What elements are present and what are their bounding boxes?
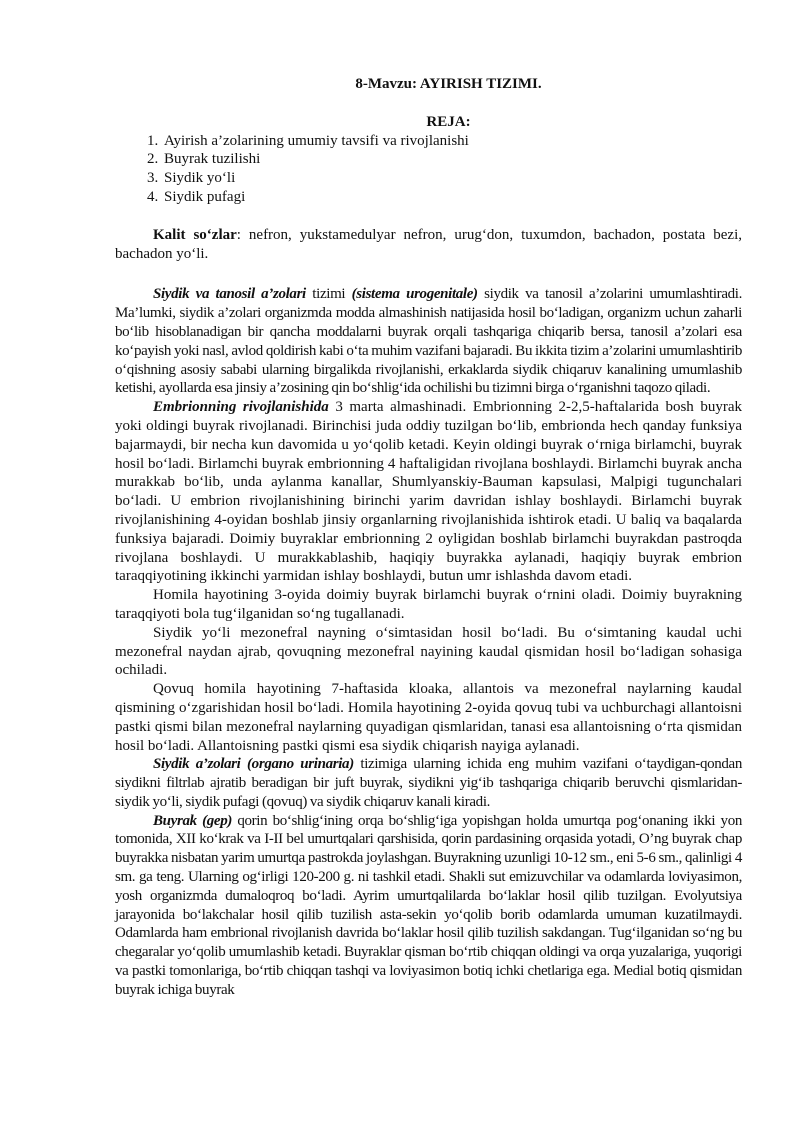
paragraph-text: tizimi: [305, 286, 352, 303]
paragraph-text: 3 marta almashinadi. Embrionning 2-2,5-haftalarida bosh buyrak yoki oldingi buyrak rivojlanadi. Birinchisi juda oddiy tuzilgan bo‘lib, embrionda hech qanday funksiya bajarmaydi, bir necha kun davomida u yo‘qolib ketadi. Keyin oldingi buyrak o‘rniga birlamchi, buyrak hosil bo‘ladi. Birlamchi buyrak embrionning 4 haftaligidan rivojlana boshlaydi. Birlamchi buyrak ancha murakkab bo‘lib, unda aylanma kanallar, Shumlyanskiy-Bauman kapsulasi, Malpigi tugunchalari bo‘ladi. U embrion rivojlanishining birinchi yarim davridan ishlay boshlaydi. Birlamchi buyrak rivojlanishining 4-oyidan boshlab jinsiy organlarning rivojlanishida ishtirok etadi. U baliq va baqalarda funksiya bajaradi. Doimiy buyraklar embrionning 2 oyligidan boshlab birlamchi buyrakdan pastroqda rivojlana boshlaydi. U murakkablashib, haqiqiy buyrakka aylanadi, haqiqiy buyrak embrion taraqqiyotining ikkinchi yarmidan ishlay boshlaydi, butun umr ishlashda davom etadi.: [115, 399, 742, 585]
plan-list: [115, 132, 742, 207]
paragraph: Qovuq homila hayotining 7-haftasida kloaka, allantois va mezonefral naylarning kaudal qismining o‘zgarishidan hosil bo‘ladi. Homila hayotining 2-oyida qovuq tubi va uchburchagi allantoisni pastki qismi bilan mezonefral naylarning quyadigan qismlaridan, tanasi esa allantoisning o‘rta qismidan hosil bo‘ladi. Allantoisning pastki qismi esa siydik chiqarish nayiga aylanadi.: [115, 681, 742, 754]
paragraph: [115, 285, 742, 398]
keywords-text: : nefron, yukstamedulyar nefron, urug‘don, tuxumdon, bachadon, postata bezi, bachadon yo‘li.: [115, 226, 742, 262]
paragraph: [115, 398, 742, 586]
paragraph-text: tizimiga ularning ichida eng muhim vazifani o‘taydigan-qondan siydikni filtrlab ajratib beradigan bir juft buyrak, siydikni yig‘ib tashqariga chiqarib beruvchi qismlaridan-siydik yo‘li, siydik pufagi (qovuq) va siydik chiqaruv kanali kiradi.: [115, 756, 743, 810]
paragraph: [115, 755, 742, 811]
paragraph-text: siydik va tanosil a’zolarini umumlashtiradi. Ma’lumki, siydik a’zolari organizmda modda almashinish natijasida hosil bo‘ladigan, organizm uchun zaharli bo‘lib hisoblanadigan bir qancha moddalarni buyrak orqali tashqariga chiqarib bersa, tanosil a’zolari esa ko‘payish yoki nasl, avlod qoldirish kabi o‘ta muhim vazifani bajaradi. Bu ikkita tizim a’zolarini umumlashtirib o‘qishning asosiy sababi ularning birgalikda rivojlanishi, erkaklarda siydik chiqaruv kanalining umumlashib ketishi, ayollarda esa jinsiy a’zosining qin bo‘shlig‘ida ochilishi bu tizimni birga o‘rganishni taqozo qiladi.: [115, 286, 742, 397]
plan-item: 2. Buyrak tuzilishi: [162, 150, 742, 169]
term-highlight: Embrionning rivojlanishida: [153, 399, 329, 416]
term-highlight: Siydik va tanosil a’zolari: [153, 286, 306, 303]
plan-item: 4. Siydik pufagi: [162, 188, 742, 207]
page-title: 8-Mavzu: AYIRISH TIZIMI.: [355, 76, 542, 92]
plan-heading: REJA:: [426, 113, 471, 130]
paragraph: [115, 812, 742, 1000]
document-page: [115, 75, 742, 1000]
paragraph-text: qorin bo‘shlig‘ining orqa bo‘shlig‘iga yopishgan holda umurtqa pog‘onaning ikki yon tomonida, XII ko‘krak va I-II bel umurtqalari qarshisida, qorin pardasining orqasida yotadi, O’ng buyrak chap buyrakka nisbatan yarim umurtqa pastrokda joylashgan. Buyrakning uzunligi 10-12 sm., eni 5-6 sm., qalinligi 4 sm. ga teng. Ularning og‘irligi 120-200 g. ni tashkil etadi. Shakli sut emizuvchilar va odamlarda loviyasimon, yosh organizmda dumaloqroq bo‘ladi. Ayrim umurtqalilarda bo‘laklar hosil qilib tuzilgan. Evolyutsiya jarayonida bo‘lakchalar hosil qilib tuzilish asta-sekin yo‘qolib borib odamlarda umuman kuzatilmaydi. Odamlarda ham embrional rivojlanish davrida bo‘laklar hosil qilib tuzilish sakdangan. Tug‘ilganidan so‘ng bu chegaralar yo‘qolib umumlashib ketadi. Buyraklar qisman bo‘rtib chiqqan oldingi va orqa yuzalariga, yuqorigi va pastki tomonlariga, bo‘rtib chiqqan tashqi va loviyasimon botiq ichki chetlariga ega. Medial botiq qismidan buyrak ichiga buyrak: [115, 812, 742, 998]
paragraph: Homila hayotining 3-oyida doimiy buyrak birlamchi buyrak o‘rnini oladi. Doimiy buyrakning taraqqiyoti bola tug‘ilganidan so‘ng tugallanadi.: [115, 587, 742, 622]
plan-item: 3. Siydik yo‘li: [162, 169, 742, 188]
term-highlight: Siydik a’zolari (organo urinaria): [153, 756, 354, 773]
latin-term: (sistema urogenitale): [351, 286, 478, 303]
term-highlight: Buyrak (gep): [153, 812, 232, 829]
plan-item: 1. Ayirish a’zolarining umumiy tavsifi va rivojlanishi: [162, 132, 742, 151]
paragraph: Siydik yo‘li mezonefral nayning o‘simtasidan hosil bo‘ladi. Bu o‘simtaning kaudal uchi mezonefral naydan ajrab, qovuqning mezonefral nayining kaudal qismidan hosil bo‘ladigan sohasiga ochiladi.: [115, 624, 742, 679]
keywords-label: Kalit so‘zlar: [153, 226, 237, 243]
keywords-paragraph: [115, 226, 742, 264]
